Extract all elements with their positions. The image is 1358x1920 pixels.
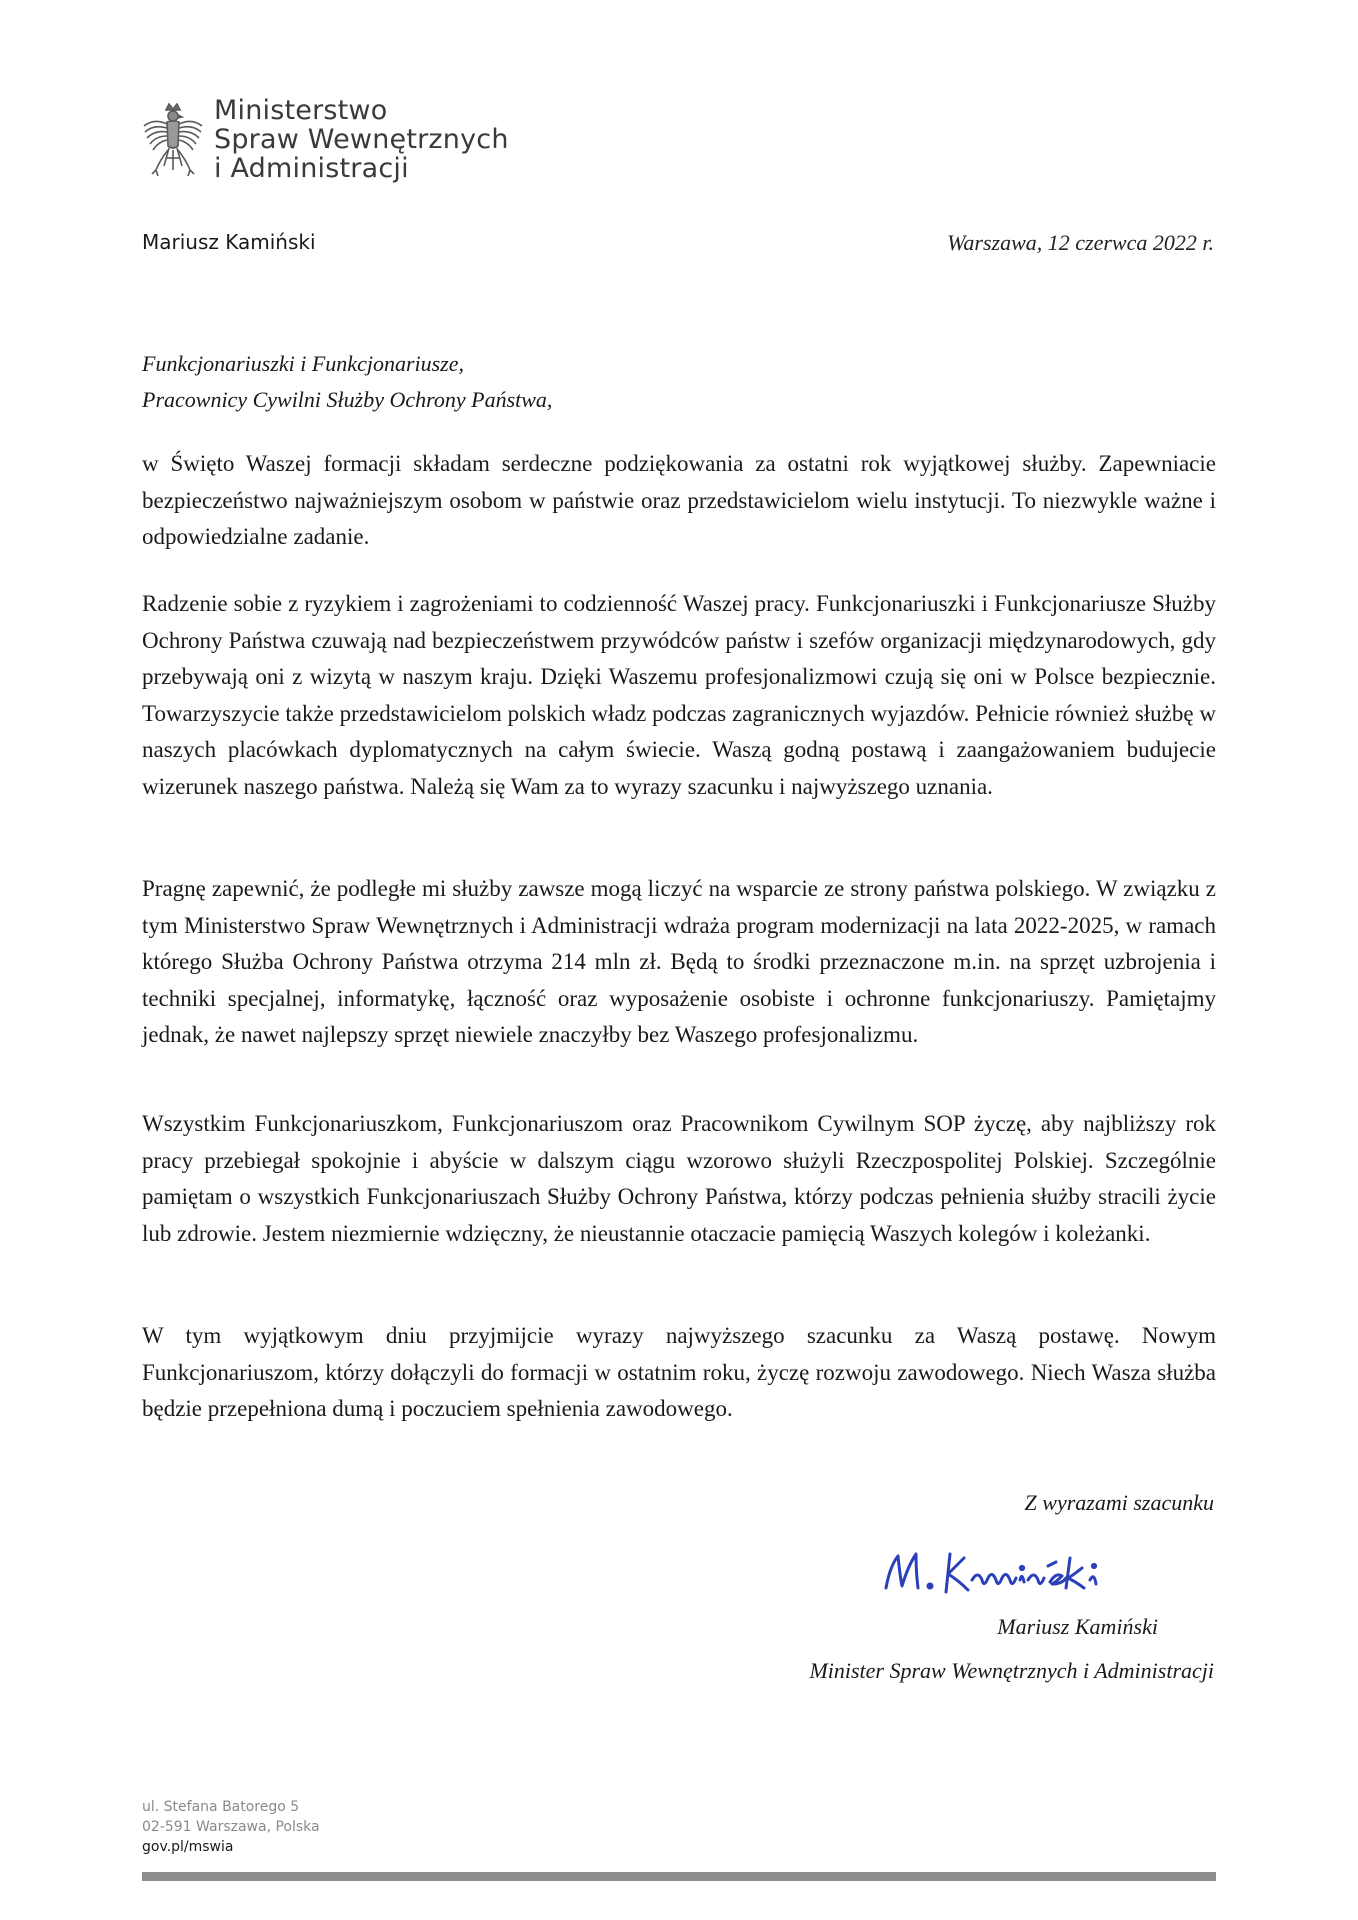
ministry-logo — [142, 96, 509, 184]
ministry-name-line3: i Administracji — [214, 153, 409, 184]
sender-name: Mariusz Kamiński — [142, 230, 316, 254]
greeting-line1: Funkcjonariuszki i Funkcjonariusze, — [142, 351, 465, 376]
signer-title: Minister Spraw Wewnętrznych i Administracji — [809, 1658, 1214, 1683]
closing-phrase: Z wyrazami szacunku — [1024, 1490, 1214, 1515]
body-paragraph-4: Wszystkim Funkcjonariuszkom, Funkcjonariuszom oraz Pracownikom Cywilnym SOP życzę, aby najbliższy rok pracy przebiegał spokojnie i abyście w dalszym ciągu wzorowo służyli Rzeczpospolitej Polskiej. Szczególnie pamiętam o wszystkich Funkcjonariuszach Służby Ochrony Państwa, którzy podczas pełnienia służby stracili życie lub zdrowie. Jestem niezmiernie wdzięczny, że nieustannie otaczacie pamięcią Waszych kolegów i koleżanki. — [142, 1111, 1216, 1246]
greeting-line2: Pracownicy Cywilni Służby Ochrony Państwa, — [142, 387, 553, 412]
footer-street: ul. Stefana Batorego 5 — [142, 1799, 300, 1815]
ministry-name — [214, 96, 509, 183]
footer-divider-bar — [142, 1872, 1216, 1881]
ministry-name-line1: Ministerstwo — [214, 95, 388, 126]
body-paragraph-2: Radzenie sobie z ryzykiem i zagrożeniami to codzienność Waszej pracy. Funkcjonariuszki i Funkcjonariusze Służby Ochrony Państwa czuwają nad bezpieczeństwem przywódców państw i szefów organizacji międzynarodowych, gdy przebywają oni z wizytą w naszym kraju. Dzięki Waszemu profesjonalizmowi czują się oni w Polsce bezpiecznie. Towarzyszycie także przedstawicielom polskich władz podczas zagranicznych wyjazdów. Pełnicie również służbę w naszych placówkach dyplomatycznych na całym świecie. Waszą godną postawą i zaangażowaniem budujecie wizerunek naszego państwa. Należą się Wam za to wyrazy szacunku i najwyższego uznania. — [142, 591, 1216, 799]
letter-date: Warszawa, 12 czerwca 2022 r. — [947, 230, 1214, 255]
body-paragraph-1: w Święto Waszej formacji składam serdeczne podziękowania za ostatni rok wyjątkowej służby. Zapewniacie bezpieczeństwo najważniejszym osobom w państwie oraz przedstawicielom wielu instytucji. To niezwykle ważne i odpowiedzialne zadanie. — [142, 451, 1216, 549]
polish-eagle-emblem-icon — [142, 100, 204, 184]
footer-address — [142, 1797, 320, 1857]
ministry-name-line2: Spraw Wewnętrznych — [214, 124, 509, 155]
footer-website-link[interactable]: gov.pl/mswia — [142, 1839, 234, 1855]
greeting — [142, 346, 552, 418]
handwritten-signature — [872, 1536, 1142, 1608]
body-paragraph-3: Pragnę zapewnić, że podległe mi służby zawsze mogą liczyć na wsparcie ze strony państwa polskiego. W związku z tym Ministerstwo Spraw Wewnętrznych i Administracji wdraża program modernizacji na lata 2022-2025, w ramach którego Służba Ochrony Państwa otrzyma 214 mln zł. Będą to środki przeznaczone m.in. na sprzęt uzbrojenia i techniki specjalnej, informatykę, łączność oraz wyposażenie osobiste i ochronne funkcjonariuszy. Pamiętajmy jednak, że nawet najlepszy sprzęt niewiele znaczyłby bez Waszego profesjonalizmu. — [142, 876, 1216, 1047]
body-paragraph-5: W tym wyjątkowym dniu przyjmijcie wyrazy najwyższego szacunku za Waszą postawę. Nowym Funkcjonariuszom, którzy dołączyli do formacji w ostatnim roku, życzę rozwoju zawodowego. Niech Wasza służba będzie przepełniona dumą i poczuciem spełnienia zawodowego. — [142, 1323, 1216, 1421]
footer-city: 02-591 Warszawa, Polska — [142, 1819, 320, 1835]
signer-name: Mariusz Kamiński — [997, 1614, 1158, 1639]
